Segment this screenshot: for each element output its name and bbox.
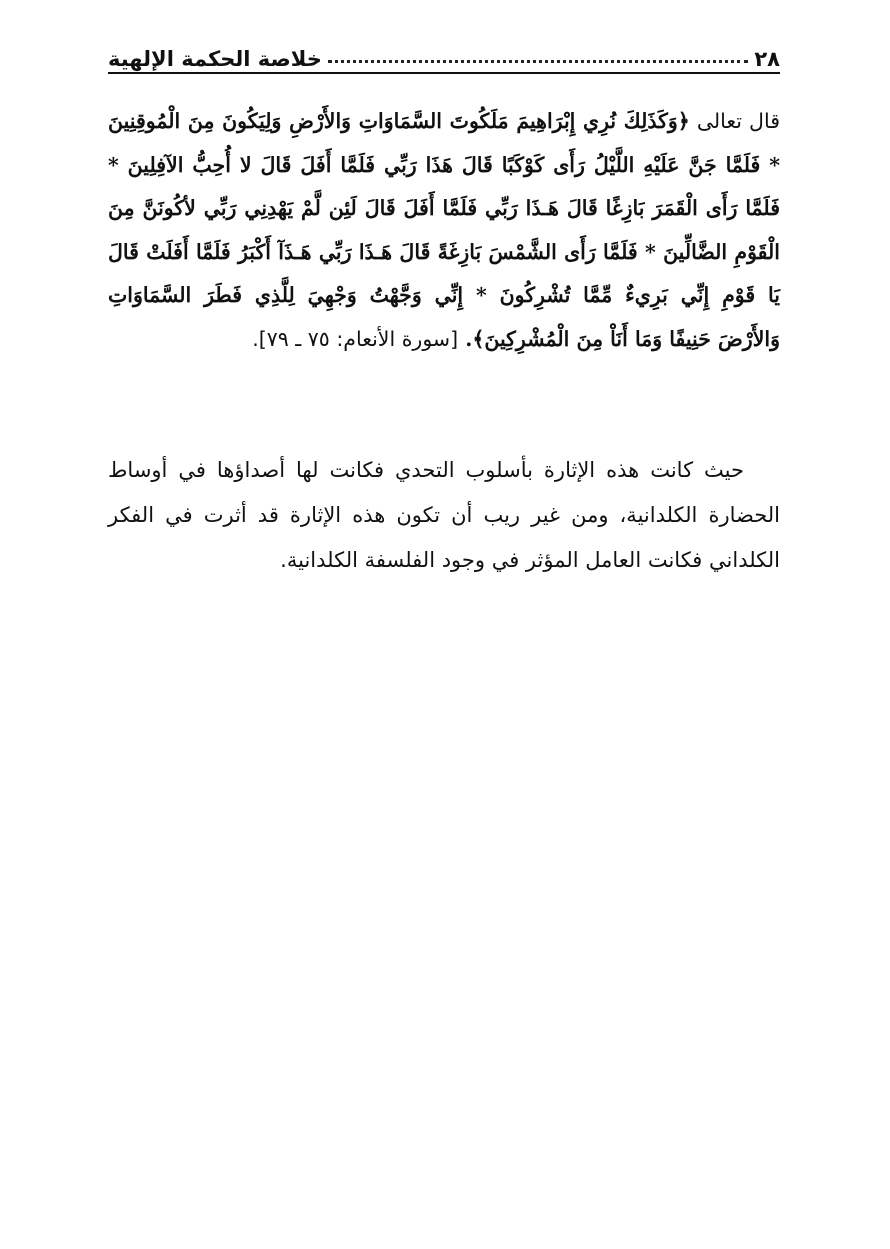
quran-quote-paragraph (108, 100, 780, 361)
body-paragraph: حيث كانت هذه الإثارة بأسلوب التحدي فكانت لها أصداؤها في أوساط الحضارة الكلدانية، ومن غير ريب أن تكون هذه الإثارة قد أثرت في الفكر الكلداني فكانت العامل المؤثر في وجود الفلسفة الكلدانية. (108, 458, 780, 572)
page-number: ٢٨ (754, 47, 780, 71)
running-title: خلاصة الحكمة الإلهية (108, 47, 322, 71)
quote-lead: قال تعالى (689, 109, 780, 133)
header-rule (108, 72, 780, 74)
page-header (108, 30, 780, 70)
quran-verse: ﴿وَكَذَلِكَ نُرِي إِبْرَاهِيمَ مَلَكُوتَ السَّمَاوَاتِ وَالأَرْضِ وَلِيَكُونَ مِنَ الْمُوقِنِينَ * فَلَمَّا جَنَّ عَلَيْهِ اللَّيْلُ رَأَى كَوْكَبًا قَالَ هَذَا رَبِّي فَلَمَّا أَفَلَ قَالَ لا أُحِبُّ الآفِلِينَ * فَلَمَّا رَأَى الْقَمَرَ بَازِغًا قَالَ هَـذَا رَبِّي فَلَمَّا أَفَلَ قَالَ لَئِن لَّمْ يَهْدِنِي رَبِّي لأكُونَنَّ مِنَ الْقَوْمِ الضَّالِّينَ * فَلَمَّا رَأَى الشَّمْسَ بَازِغَةً قَالَ هَـذَا رَبِّي هَـذَآ أَكْبَرُ فَلَمَّا أَفَلَتْ قَالَ يَا قَوْمِ إِنِّي بَرِيءٌ مِّمَّا تُشْرِكُونَ * إِنِّي وَجَّهْتُ وَجْهِيَ لِلَّذِي فَطَرَ السَّمَاوَاتِ وَالأَرْضَ حَنِيفًا وَمَا أَنَاْ مِنَ الْمُشْرِكِينَ﴾. (108, 109, 780, 351)
header-dot-leader (328, 60, 748, 63)
surah-reference: [سورة الأنعام: ٧٥ ـ ٧٩]. (252, 326, 459, 351)
